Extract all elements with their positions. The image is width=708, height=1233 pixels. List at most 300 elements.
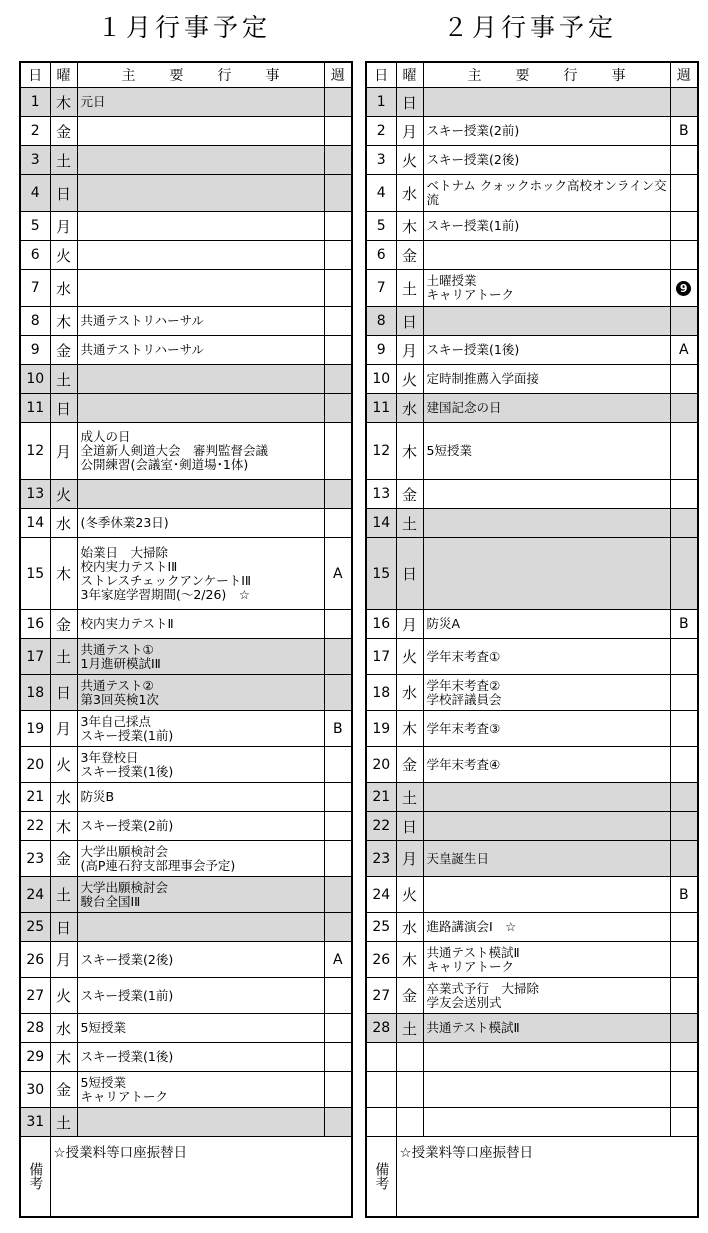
table-row [20,747,352,783]
event-cell: 大学出願検討会 (高P連石狩支部理事会予定) [77,841,324,877]
week-cell: A [324,538,352,610]
note-row [20,1137,352,1217]
weekday-cell: 火 [396,639,423,675]
weekday-cell: 木 [396,711,423,747]
event-cell: スキー授業(1前) [77,978,324,1014]
event-cell: ベトナム クォックホック高校オンライン交流 [423,175,670,212]
weekday-cell: 日 [396,307,423,336]
event-cell [423,877,670,913]
table-row [366,610,698,639]
february-title: ２月行事予定 [442,13,617,42]
weekday-cell [396,1108,423,1137]
day-cell: 25 [20,913,50,942]
day-cell: 3 [20,146,50,175]
event-cell [423,480,670,509]
event-cell: (冬季休業23日) [77,509,324,538]
event-cell: スキー授業(1後) [423,336,670,365]
february-rows [366,88,698,1137]
weekday-cell: 月 [396,841,423,877]
event-cell: 3年自己採点 スキー授業(1前) [77,711,324,747]
table-row [366,175,698,212]
week-cell [670,812,698,841]
weekday-cell: 金 [396,241,423,270]
week-cell [324,423,352,480]
weekday-cell: 水 [50,509,77,538]
header-events-char: 要 [515,68,530,84]
week-cell [324,1072,352,1108]
day-cell: 25 [366,913,396,942]
day-cell: 27 [366,978,396,1014]
week-cell [670,1108,698,1137]
table-row [20,117,352,146]
event-cell: 共通テストリハーサル [77,307,324,336]
table-row [20,812,352,841]
weekday-cell: 木 [50,812,77,841]
header-events-char: 主 [121,68,136,84]
week-cell [670,241,698,270]
weekday-cell: 土 [396,270,423,307]
note-row [366,1137,698,1217]
week-cell: B [670,877,698,913]
weekday-cell: 月 [396,117,423,146]
header-events-char: 主 [467,68,482,84]
week-cell [670,175,698,212]
week-cell [670,480,698,509]
table-row [20,1072,352,1108]
week-cell [670,1014,698,1043]
table-row [20,480,352,509]
table-row [366,783,698,812]
table-row [20,336,352,365]
table-row [366,1072,698,1108]
week-cell [670,538,698,610]
event-cell: 進路講演会Ⅰ ☆ [423,913,670,942]
header-events-char: 行 [563,68,578,84]
day-cell: 31 [20,1108,50,1137]
event-cell: スキー授業(2後) [77,942,324,978]
weekday-cell: 日 [50,175,77,212]
weekday-cell: 木 [50,1043,77,1072]
weekday-cell: 水 [396,675,423,711]
week-cell [670,978,698,1014]
event-cell: 5短授業 [423,423,670,480]
week-cell: A [670,336,698,365]
day-cell: 2 [20,117,50,146]
day-cell: 10 [20,365,50,394]
weekday-cell: 火 [396,146,423,175]
weekday-cell: 火 [50,978,77,1014]
week-cell [324,394,352,423]
event-cell: 学年末考査③ [423,711,670,747]
table-row [366,307,698,336]
week-cell [670,394,698,423]
week-cell [324,812,352,841]
table-row [20,675,352,711]
event-cell: スキー授業(2後) [423,146,670,175]
week-cell [670,88,698,117]
event-cell: スキー授業(2前) [77,812,324,841]
week-cell [670,639,698,675]
week-cell [670,711,698,747]
table-row [20,841,352,877]
weekday-cell: 土 [50,877,77,913]
table-row [366,538,698,610]
table-row [366,812,698,841]
january-title: １月行事予定 [96,13,271,42]
day-cell: 12 [366,423,396,480]
table-row [366,747,698,783]
event-cell: 5短授業 キャリアトーク [77,1072,324,1108]
day-cell: 26 [20,942,50,978]
weekday-cell: 木 [50,307,77,336]
day-cell: 15 [20,538,50,610]
note-label: 備考 [366,1137,396,1217]
weekday-cell [396,1043,423,1072]
weekday-cell: 土 [396,783,423,812]
weekday-cell [396,1072,423,1108]
week-cell [324,610,352,639]
event-cell: スキー授業(1後) [77,1043,324,1072]
week-cell [324,175,352,212]
table-row [366,336,698,365]
weekday-cell: 月 [396,336,423,365]
header-weekday: 曜 [396,62,423,88]
week-cell [324,509,352,538]
week-cell [670,146,698,175]
note-text: ☆授業料等口座振替日 [396,1137,698,1217]
day-cell: 24 [366,877,396,913]
weekday-cell: 月 [50,423,77,480]
day-cell: 6 [20,241,50,270]
event-cell: 防災A [423,610,670,639]
event-cell [77,241,324,270]
week-number-badge: 9 [676,281,691,296]
week-cell [670,942,698,978]
week-cell [324,241,352,270]
event-cell [77,365,324,394]
day-cell: 19 [20,711,50,747]
week-cell: B [670,610,698,639]
day-cell: 14 [20,509,50,538]
table-row [366,639,698,675]
weekday-cell: 日 [396,812,423,841]
day-cell: 1 [20,88,50,117]
note-label: 備考 [20,1137,50,1217]
table-row [366,913,698,942]
table-row [20,1014,352,1043]
weekday-cell: 火 [50,480,77,509]
week-cell [670,675,698,711]
table-row [366,877,698,913]
week-cell [670,841,698,877]
weekday-cell: 水 [396,913,423,942]
day-cell: 11 [366,394,396,423]
day-cell [366,1072,396,1108]
week-cell [670,1072,698,1108]
event-cell [423,307,670,336]
table-row [20,538,352,610]
table-row [366,1043,698,1072]
week-cell [670,365,698,394]
day-cell: 18 [366,675,396,711]
event-cell [423,812,670,841]
day-cell: 19 [366,711,396,747]
day-cell: 13 [366,480,396,509]
event-cell [77,394,324,423]
weekday-cell: 金 [396,747,423,783]
weekday-cell: 金 [396,480,423,509]
week-cell [324,1014,352,1043]
weekday-cell: 月 [50,711,77,747]
header-events [77,62,324,88]
day-cell: 12 [20,423,50,480]
week-cell [324,747,352,783]
week-cell [670,307,698,336]
table-row [20,88,352,117]
table-row [20,711,352,747]
day-cell: 3 [366,146,396,175]
day-cell: 10 [366,365,396,394]
day-cell: 5 [20,212,50,241]
day-cell: 16 [20,610,50,639]
table-row [20,365,352,394]
table-row [20,270,352,307]
table-row [366,841,698,877]
weekday-cell: 水 [396,175,423,212]
table-row [366,423,698,480]
january-calendar-table [19,61,353,1218]
event-cell [423,241,670,270]
week-cell [324,1043,352,1072]
week-cell [324,270,352,307]
event-cell: 共通テスト模試Ⅱ [423,1014,670,1043]
header-events-char: 事 [611,68,626,84]
weekday-cell: 木 [50,538,77,610]
table-row [20,1108,352,1137]
event-cell: 共通テスト② 第3回英検1次 [77,675,324,711]
weekday-cell: 木 [396,423,423,480]
day-cell: 28 [20,1014,50,1043]
week-cell [324,877,352,913]
event-cell: 学年末考査② 学校評議員会 [423,675,670,711]
weekday-cell: 日 [50,675,77,711]
header-row [20,62,352,88]
table-row [366,394,698,423]
table-row [20,241,352,270]
event-cell: 防災B [77,783,324,812]
day-cell: 22 [366,812,396,841]
weekday-cell: 月 [50,212,77,241]
note-text: ☆授業料等口座振替日 [50,1137,352,1217]
weekday-cell: 土 [396,1014,423,1043]
event-cell [77,146,324,175]
event-cell: 学年末考査① [423,639,670,675]
weekday-cell: 水 [50,783,77,812]
table-row [20,610,352,639]
header-weekday: 曜 [50,62,77,88]
weekday-cell: 日 [50,394,77,423]
weekday-cell: 水 [50,270,77,307]
table-row [20,175,352,212]
table-row [366,270,698,307]
table-row [20,307,352,336]
table-row [20,509,352,538]
week-cell [324,336,352,365]
february-calendar-table [365,61,699,1218]
event-cell [423,538,670,610]
table-row [366,241,698,270]
day-cell: 23 [366,841,396,877]
event-cell [423,1108,670,1137]
week-cell [324,1108,352,1137]
table-row [20,913,352,942]
week-cell [324,365,352,394]
week-cell [324,480,352,509]
table-row [20,942,352,978]
header-row [366,62,698,88]
weekday-cell: 土 [50,639,77,675]
january-rows [20,88,352,1137]
week-cell [670,783,698,812]
event-cell [423,1072,670,1108]
weekday-cell: 火 [50,747,77,783]
header-events-char: 要 [169,68,184,84]
week-cell [324,88,352,117]
day-cell: 4 [366,175,396,212]
table-row [20,783,352,812]
weekday-cell: 金 [50,336,77,365]
day-cell: 18 [20,675,50,711]
week-cell [670,509,698,538]
day-cell: 22 [20,812,50,841]
event-cell [77,212,324,241]
day-cell: 20 [366,747,396,783]
weekday-cell: 水 [396,394,423,423]
event-cell [423,1043,670,1072]
event-cell [77,175,324,212]
week-cell [324,117,352,146]
table-row [20,1043,352,1072]
day-cell: 17 [20,639,50,675]
event-cell: 元日 [77,88,324,117]
table-row [366,978,698,1014]
day-cell: 21 [366,783,396,812]
day-cell: 13 [20,480,50,509]
event-cell: 5短授業 [77,1014,324,1043]
table-row [20,212,352,241]
table-row [366,88,698,117]
event-cell [423,88,670,117]
weekday-cell: 水 [50,1014,77,1043]
table-row [366,942,698,978]
weekday-cell: 日 [396,538,423,610]
weekday-cell: 火 [396,365,423,394]
event-cell [423,783,670,812]
event-cell: 大学出願検討会 駿台全国ⅠⅡ [77,877,324,913]
day-cell: 14 [366,509,396,538]
day-cell: 27 [20,978,50,1014]
week-cell: B [670,117,698,146]
weekday-cell: 土 [50,146,77,175]
event-cell [77,117,324,146]
weekday-cell: 火 [50,241,77,270]
table-row [20,877,352,913]
day-cell: 5 [366,212,396,241]
table-row [366,1014,698,1043]
week-cell [324,841,352,877]
table-row [366,675,698,711]
event-cell: 成人の日 全道新人剣道大会 審判監督会議 公開練習(会議室･剣道場･1体) [77,423,324,480]
event-cell: 定時制推薦入学面接 [423,365,670,394]
day-cell: 15 [366,538,396,610]
event-cell: 共通テストリハーサル [77,336,324,365]
table-row [20,146,352,175]
event-cell: 校内実力テストⅡ [77,610,324,639]
weekday-cell: 金 [396,978,423,1014]
weekday-cell: 金 [50,117,77,146]
day-cell: 9 [366,336,396,365]
week-cell [670,212,698,241]
week-cell [670,1043,698,1072]
header-day: 日 [20,62,50,88]
week-cell [324,675,352,711]
event-cell: 建国記念の日 [423,394,670,423]
week-cell [324,639,352,675]
day-cell: 9 [20,336,50,365]
table-row [366,212,698,241]
event-cell [77,270,324,307]
header-day: 日 [366,62,396,88]
table-row [366,711,698,747]
weekday-cell: 日 [50,913,77,942]
weekday-cell: 木 [50,88,77,117]
weekday-cell: 金 [50,841,77,877]
day-cell [366,1043,396,1072]
week-cell [324,146,352,175]
day-cell: 7 [366,270,396,307]
weekday-cell: 木 [396,212,423,241]
event-cell [423,509,670,538]
weekday-cell: 金 [50,1072,77,1108]
table-row [366,365,698,394]
day-cell: 24 [20,877,50,913]
week-cell: B [324,711,352,747]
table-row [366,146,698,175]
week-cell [324,978,352,1014]
week-cell [324,307,352,336]
table-row [366,480,698,509]
header-week: 週 [670,62,698,88]
event-cell: 始業日 大掃除 校内実力テストⅠⅡ ストレスチェックアンケートⅠⅡ 3年家庭学習期間(～2/26) ☆ [77,538,324,610]
weekday-cell: 火 [396,877,423,913]
day-cell: 7 [20,270,50,307]
weekday-cell: 木 [396,942,423,978]
event-cell: 土曜授業 キャリアトーク [423,270,670,307]
day-cell: 4 [20,175,50,212]
day-cell: 29 [20,1043,50,1072]
week-cell: A [324,942,352,978]
week-cell [324,913,352,942]
event-cell: スキー授業(1前) [423,212,670,241]
header-events [423,62,670,88]
week-cell [670,747,698,783]
week-cell [324,783,352,812]
weekday-cell: 土 [50,365,77,394]
table-row [366,1108,698,1137]
day-cell: 16 [366,610,396,639]
day-cell: 20 [20,747,50,783]
day-cell: 8 [20,307,50,336]
